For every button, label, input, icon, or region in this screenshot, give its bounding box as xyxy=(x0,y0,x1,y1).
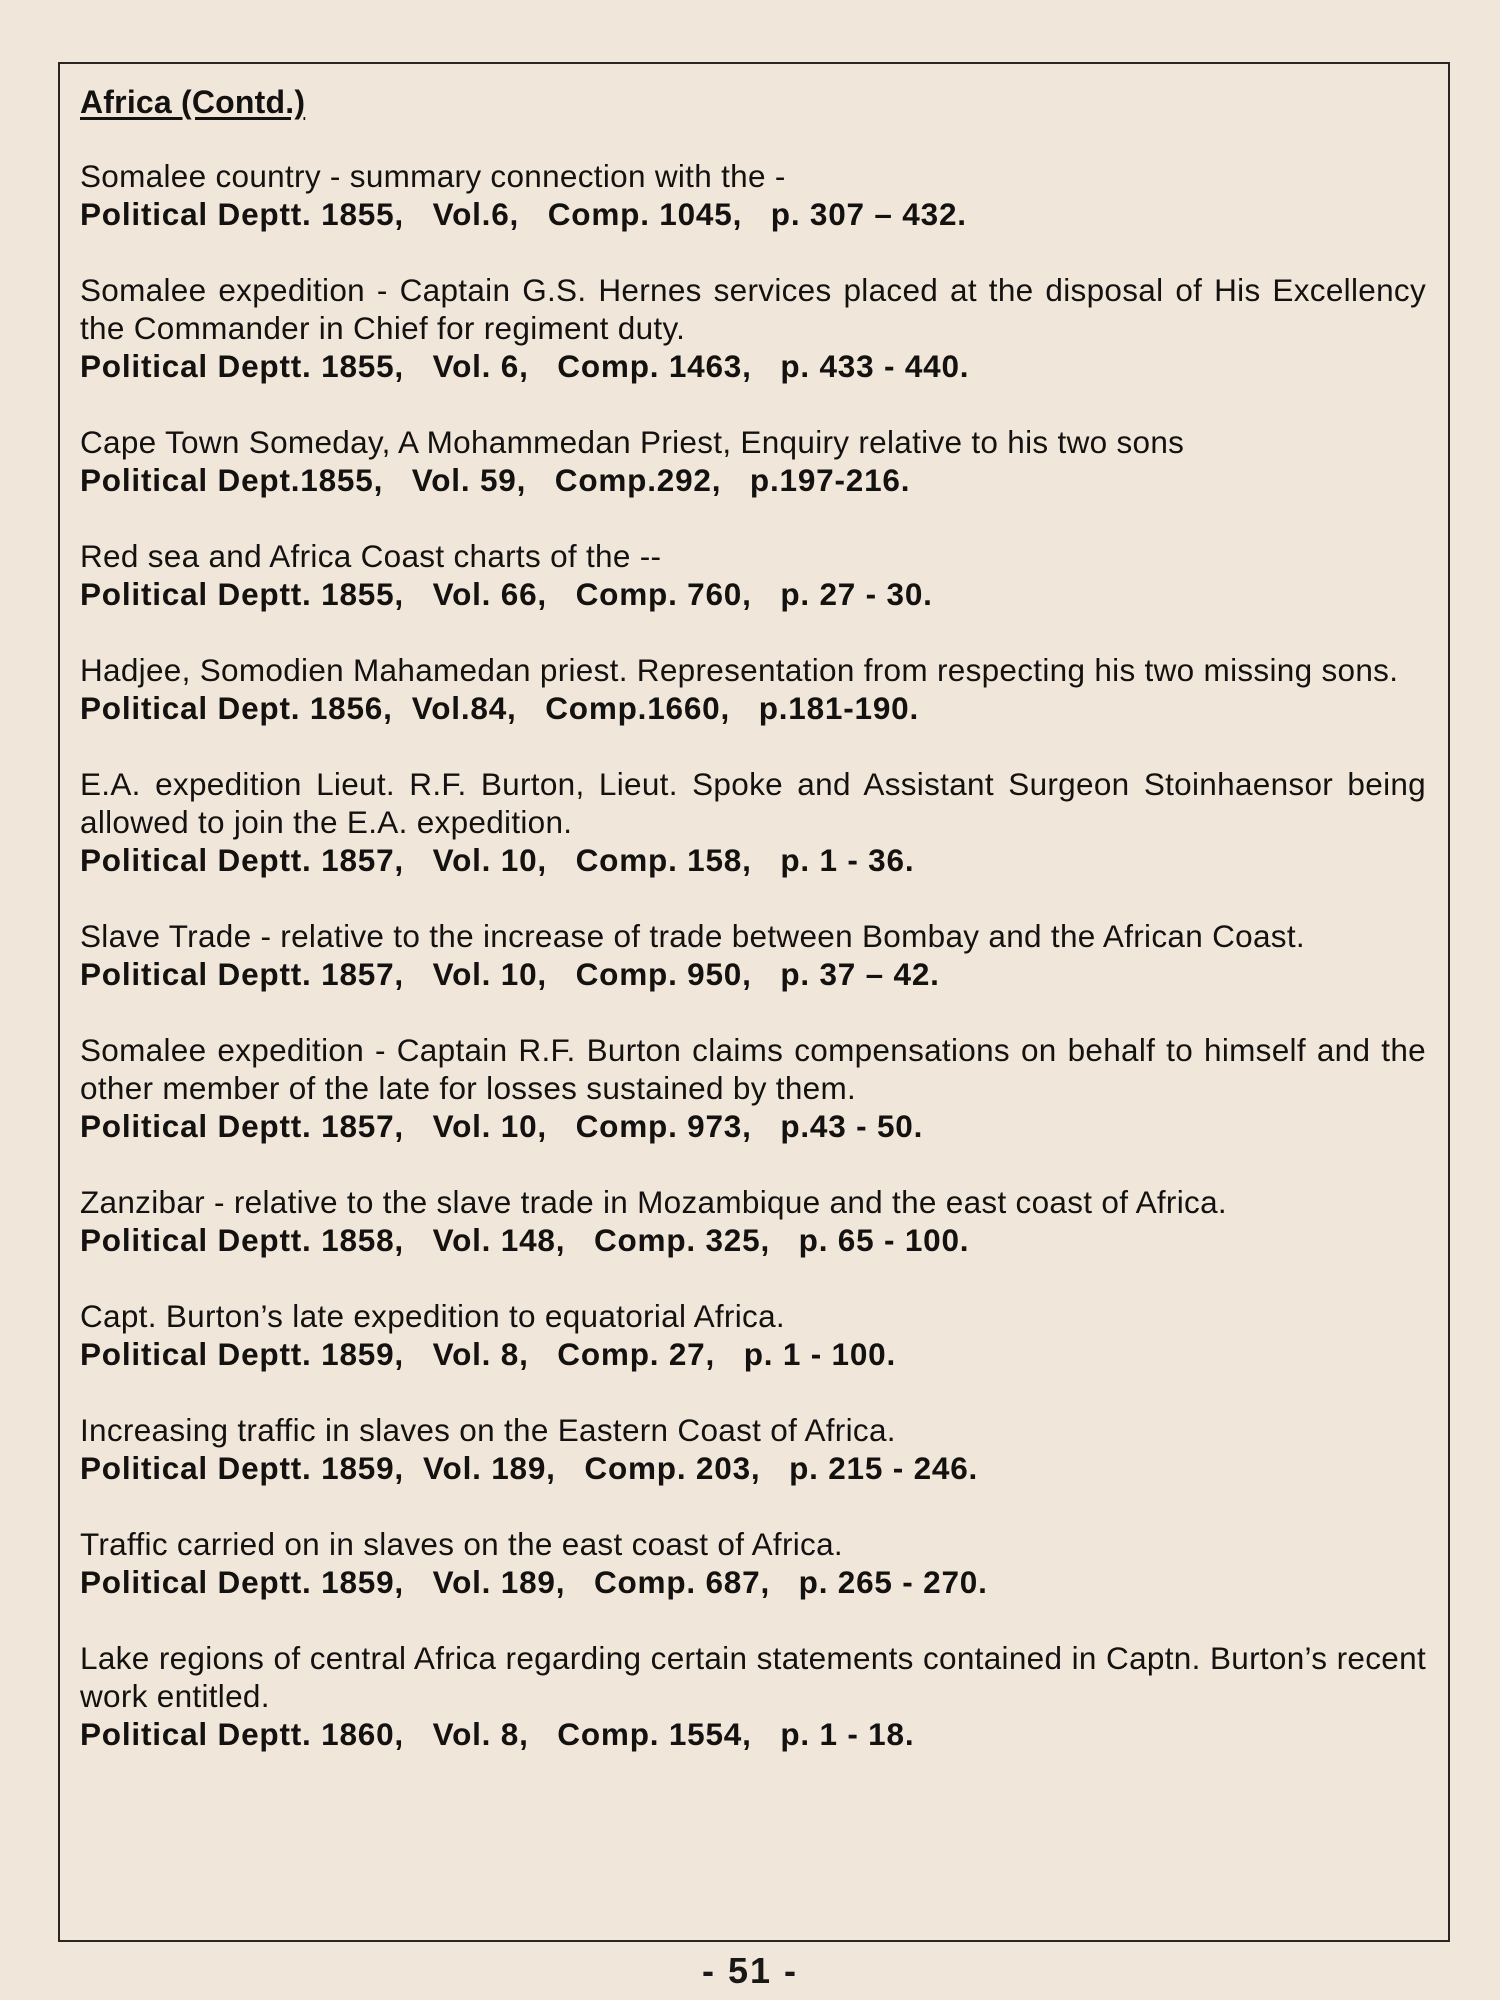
entry-reference: Political Deptt. 1859, Vol. 8, Comp. 27, p. 1 - 100. xyxy=(80,1336,897,1372)
entry-description: Somalee country - summary connection with the - xyxy=(80,158,786,194)
list-item xyxy=(80,271,1426,385)
entry-description: Red sea and Africa Coast charts of the -- xyxy=(80,538,662,574)
list-item xyxy=(80,765,1426,879)
entry-reference: Political Deptt. 1859, Vol. 189, Comp. 203, p. 215 - 246. xyxy=(80,1450,979,1486)
entry-reference: Political Deptt. 1857, Vol. 10, Comp. 158, p. 1 - 36. xyxy=(80,842,915,878)
page-frame xyxy=(58,62,1450,1942)
list-item xyxy=(80,157,1426,233)
section-heading: Africa (Contd.) xyxy=(80,84,306,120)
list-item xyxy=(80,1183,1426,1259)
entry-description: Hadjee, Somodien Mahamedan priest. Representation from respecting his two missing sons. xyxy=(80,652,1399,688)
entry-description: Somalee expedition - Captain G.S. Hernes services placed at the disposal of His Excellency the Commander in Chief for regiment duty. xyxy=(80,272,1426,346)
entry-reference: Political Deptt. 1855, Vol. 6, Comp. 1463, p. 433 - 440. xyxy=(80,348,970,384)
entry-reference: Political Deptt. 1855, Vol.6, Comp. 1045, p. 307 – 432. xyxy=(80,196,967,232)
entry-description: E.A. expedition Lieut. R.F. Burton, Lieut. Spoke and Assistant Surgeon Stoinhaensor being allowed to join the E.A. expedition. xyxy=(80,766,1426,840)
entry-reference: Political Deptt. 1857, Vol. 10, Comp. 973, p.43 - 50. xyxy=(80,1108,924,1144)
entry-reference: Political Deptt. 1859, Vol. 189, Comp. 687, p. 265 - 270. xyxy=(80,1564,988,1600)
entry-description: Cape Town Someday, A Mohammedan Priest, Enquiry relative to his two sons xyxy=(80,424,1185,460)
list-item xyxy=(80,651,1426,727)
entry-description: Somalee expedition - Captain R.F. Burton claims compensations on behalf to himself and the other member of the late for losses sustained by them. xyxy=(80,1032,1426,1106)
entry-description: Lake regions of central Africa regarding certain statements contained in Captn. Burton’s recent work entitled. xyxy=(80,1640,1426,1714)
list-item xyxy=(80,1031,1426,1145)
entry-reference: Political Deptt. 1858, Vol. 148, Comp. 325, p. 65 - 100. xyxy=(80,1222,970,1258)
list-item xyxy=(80,1639,1426,1753)
entry-reference: Political Deptt. 1857, Vol. 10, Comp. 950, p. 37 – 42. xyxy=(80,956,940,992)
entry-description: Traffic carried on in slaves on the east coast of Africa. xyxy=(80,1526,843,1562)
entry-description: Zanzibar - relative to the slave trade in Mozambique and the east coast of Africa. xyxy=(80,1184,1227,1220)
entry-description: Slave Trade - relative to the increase of trade between Bombay and the African Coast. xyxy=(80,918,1305,954)
entry-reference: Political Dept. 1856, Vol.84, Comp.1660, p.181-190. xyxy=(80,690,920,726)
list-item xyxy=(80,1297,1426,1373)
list-item xyxy=(80,917,1426,993)
list-item xyxy=(80,1411,1426,1487)
entry-reference: Political Deptt. 1860, Vol. 8, Comp. 1554, p. 1 - 18. xyxy=(80,1716,915,1752)
list-item xyxy=(80,537,1426,613)
entry-description: Capt. Burton’s late expedition to equatorial Africa. xyxy=(80,1298,785,1334)
entry-description: Increasing traffic in slaves on the Eastern Coast of Africa. xyxy=(80,1412,896,1448)
entry-reference: Political Dept.1855, Vol. 59, Comp.292, p.197-216. xyxy=(80,462,911,498)
page-number: - 51 - xyxy=(701,1950,799,1991)
list-item xyxy=(80,423,1426,499)
entry-reference: Political Deptt. 1855, Vol. 66, Comp. 760, p. 27 - 30. xyxy=(80,576,933,612)
list-item xyxy=(80,1525,1426,1601)
